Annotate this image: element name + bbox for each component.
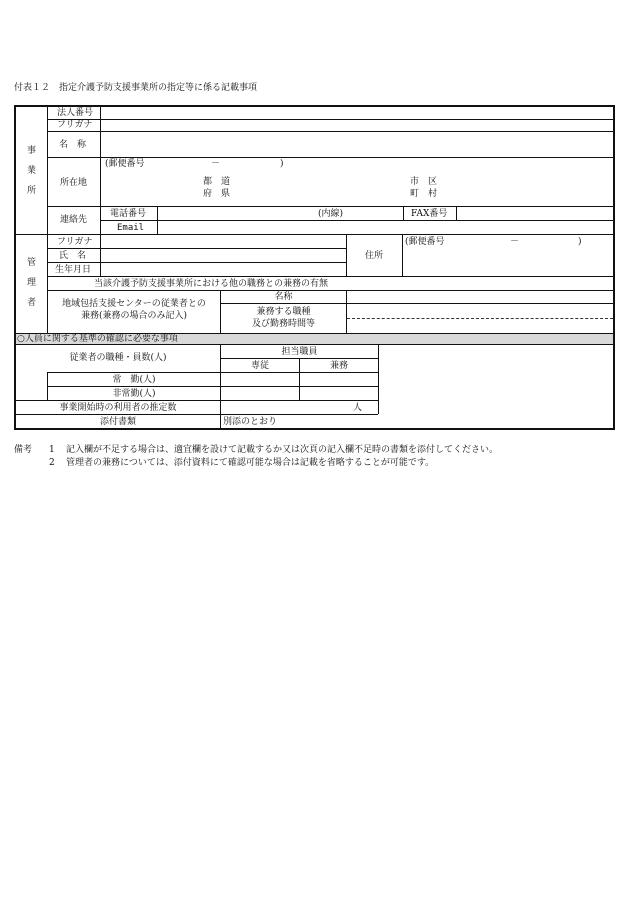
users-unit-label: 人 bbox=[353, 403, 363, 413]
manager-birth-label: 生年月日 bbox=[55, 265, 92, 275]
office-postal-close: ) bbox=[280, 159, 284, 169]
manager-postal-dash: － bbox=[510, 237, 520, 247]
document-title: 付表１２ 指定介護予防支援事業所の指定等に係る記載事項 bbox=[14, 83, 258, 93]
notes-label: 備考 bbox=[14, 445, 33, 455]
manager-postal-close: ) bbox=[578, 237, 582, 247]
in-charge-staff-label: 担当職員 bbox=[281, 347, 318, 357]
office-furigana-label: フリガナ bbox=[57, 120, 93, 130]
office-postal-dash: － bbox=[211, 159, 221, 169]
concurrent-label: 兼務 bbox=[329, 361, 348, 371]
email-label: Email bbox=[117, 223, 145, 233]
corp-number-label: 法人番号 bbox=[57, 108, 94, 118]
contact-label: 連絡先 bbox=[60, 215, 88, 225]
note-2-text: 管理者の兼務については、添付資料にて確認可能な場合は記載を省略することが可能です。 bbox=[66, 458, 435, 468]
manager-furigana-label: フリガナ bbox=[57, 237, 93, 247]
note-1-text: 記入欄が不足する場合は、適宜欄を設けて記載するか又は次頁の記入欄不足時の書類を添付してください。 bbox=[66, 445, 499, 455]
manager-label-1: 管 bbox=[26, 258, 36, 268]
office-postal-label: (郵便番号 bbox=[105, 159, 145, 169]
extension-label: (内線) bbox=[318, 209, 344, 219]
office-name-label: 名 称 bbox=[59, 140, 87, 150]
attachments-label: 添付書類 bbox=[99, 417, 136, 427]
office-label-2: 業 bbox=[26, 166, 36, 176]
concurrent-duty-question: 当該介護予防支援事業所における他の職務との兼務の有無 bbox=[94, 279, 329, 289]
city-label-1: 市 区 bbox=[410, 177, 438, 187]
staff-section-header: ○人員に関する基準の確認に必要な事項 bbox=[17, 334, 178, 344]
office-label-3: 所 bbox=[26, 186, 36, 196]
fax-label: FAX番号 bbox=[411, 209, 448, 219]
prefecture-label-1: 都 道 bbox=[203, 177, 231, 187]
manager-label-2: 理 bbox=[26, 278, 36, 288]
note-1-number: 1 bbox=[49, 445, 55, 455]
office-address-label: 所在地 bbox=[60, 178, 88, 188]
center-concurrent-line-1: 地域包括支援センターの従業者との bbox=[62, 299, 206, 309]
col-position-label-1: 兼務する職種 bbox=[256, 307, 311, 317]
city-label-2: 町 村 bbox=[410, 189, 438, 199]
phone-label: 電話番号 bbox=[110, 209, 147, 219]
regular-staff-label: 常 勤(人) bbox=[112, 375, 156, 385]
col-name-label: 名称 bbox=[274, 292, 293, 302]
staff-type-count-label: 従業者の職種・員数(人) bbox=[69, 353, 167, 363]
note-2-number: 2 bbox=[49, 458, 55, 468]
users-estimate-label: 事業開始時の利用者の推定数 bbox=[59, 403, 177, 413]
manager-label-3: 者 bbox=[26, 298, 36, 308]
manager-postal-label: (郵便番号 bbox=[405, 237, 445, 247]
fulltime-label: 専従 bbox=[250, 361, 269, 371]
attachments-value: 別添のとおり bbox=[223, 417, 278, 427]
part-time-staff-label: 非常勤(人) bbox=[112, 389, 156, 399]
prefecture-label-2: 府 県 bbox=[203, 189, 231, 199]
center-concurrent-line-2: 兼務(兼務の場合のみ記入) bbox=[80, 311, 188, 321]
col-position-label-2: 及び勤務時間等 bbox=[251, 319, 315, 329]
manager-residence-label: 住所 bbox=[365, 251, 384, 261]
manager-name-label: 氏 名 bbox=[59, 251, 87, 261]
office-label-1: 事 bbox=[26, 146, 36, 156]
